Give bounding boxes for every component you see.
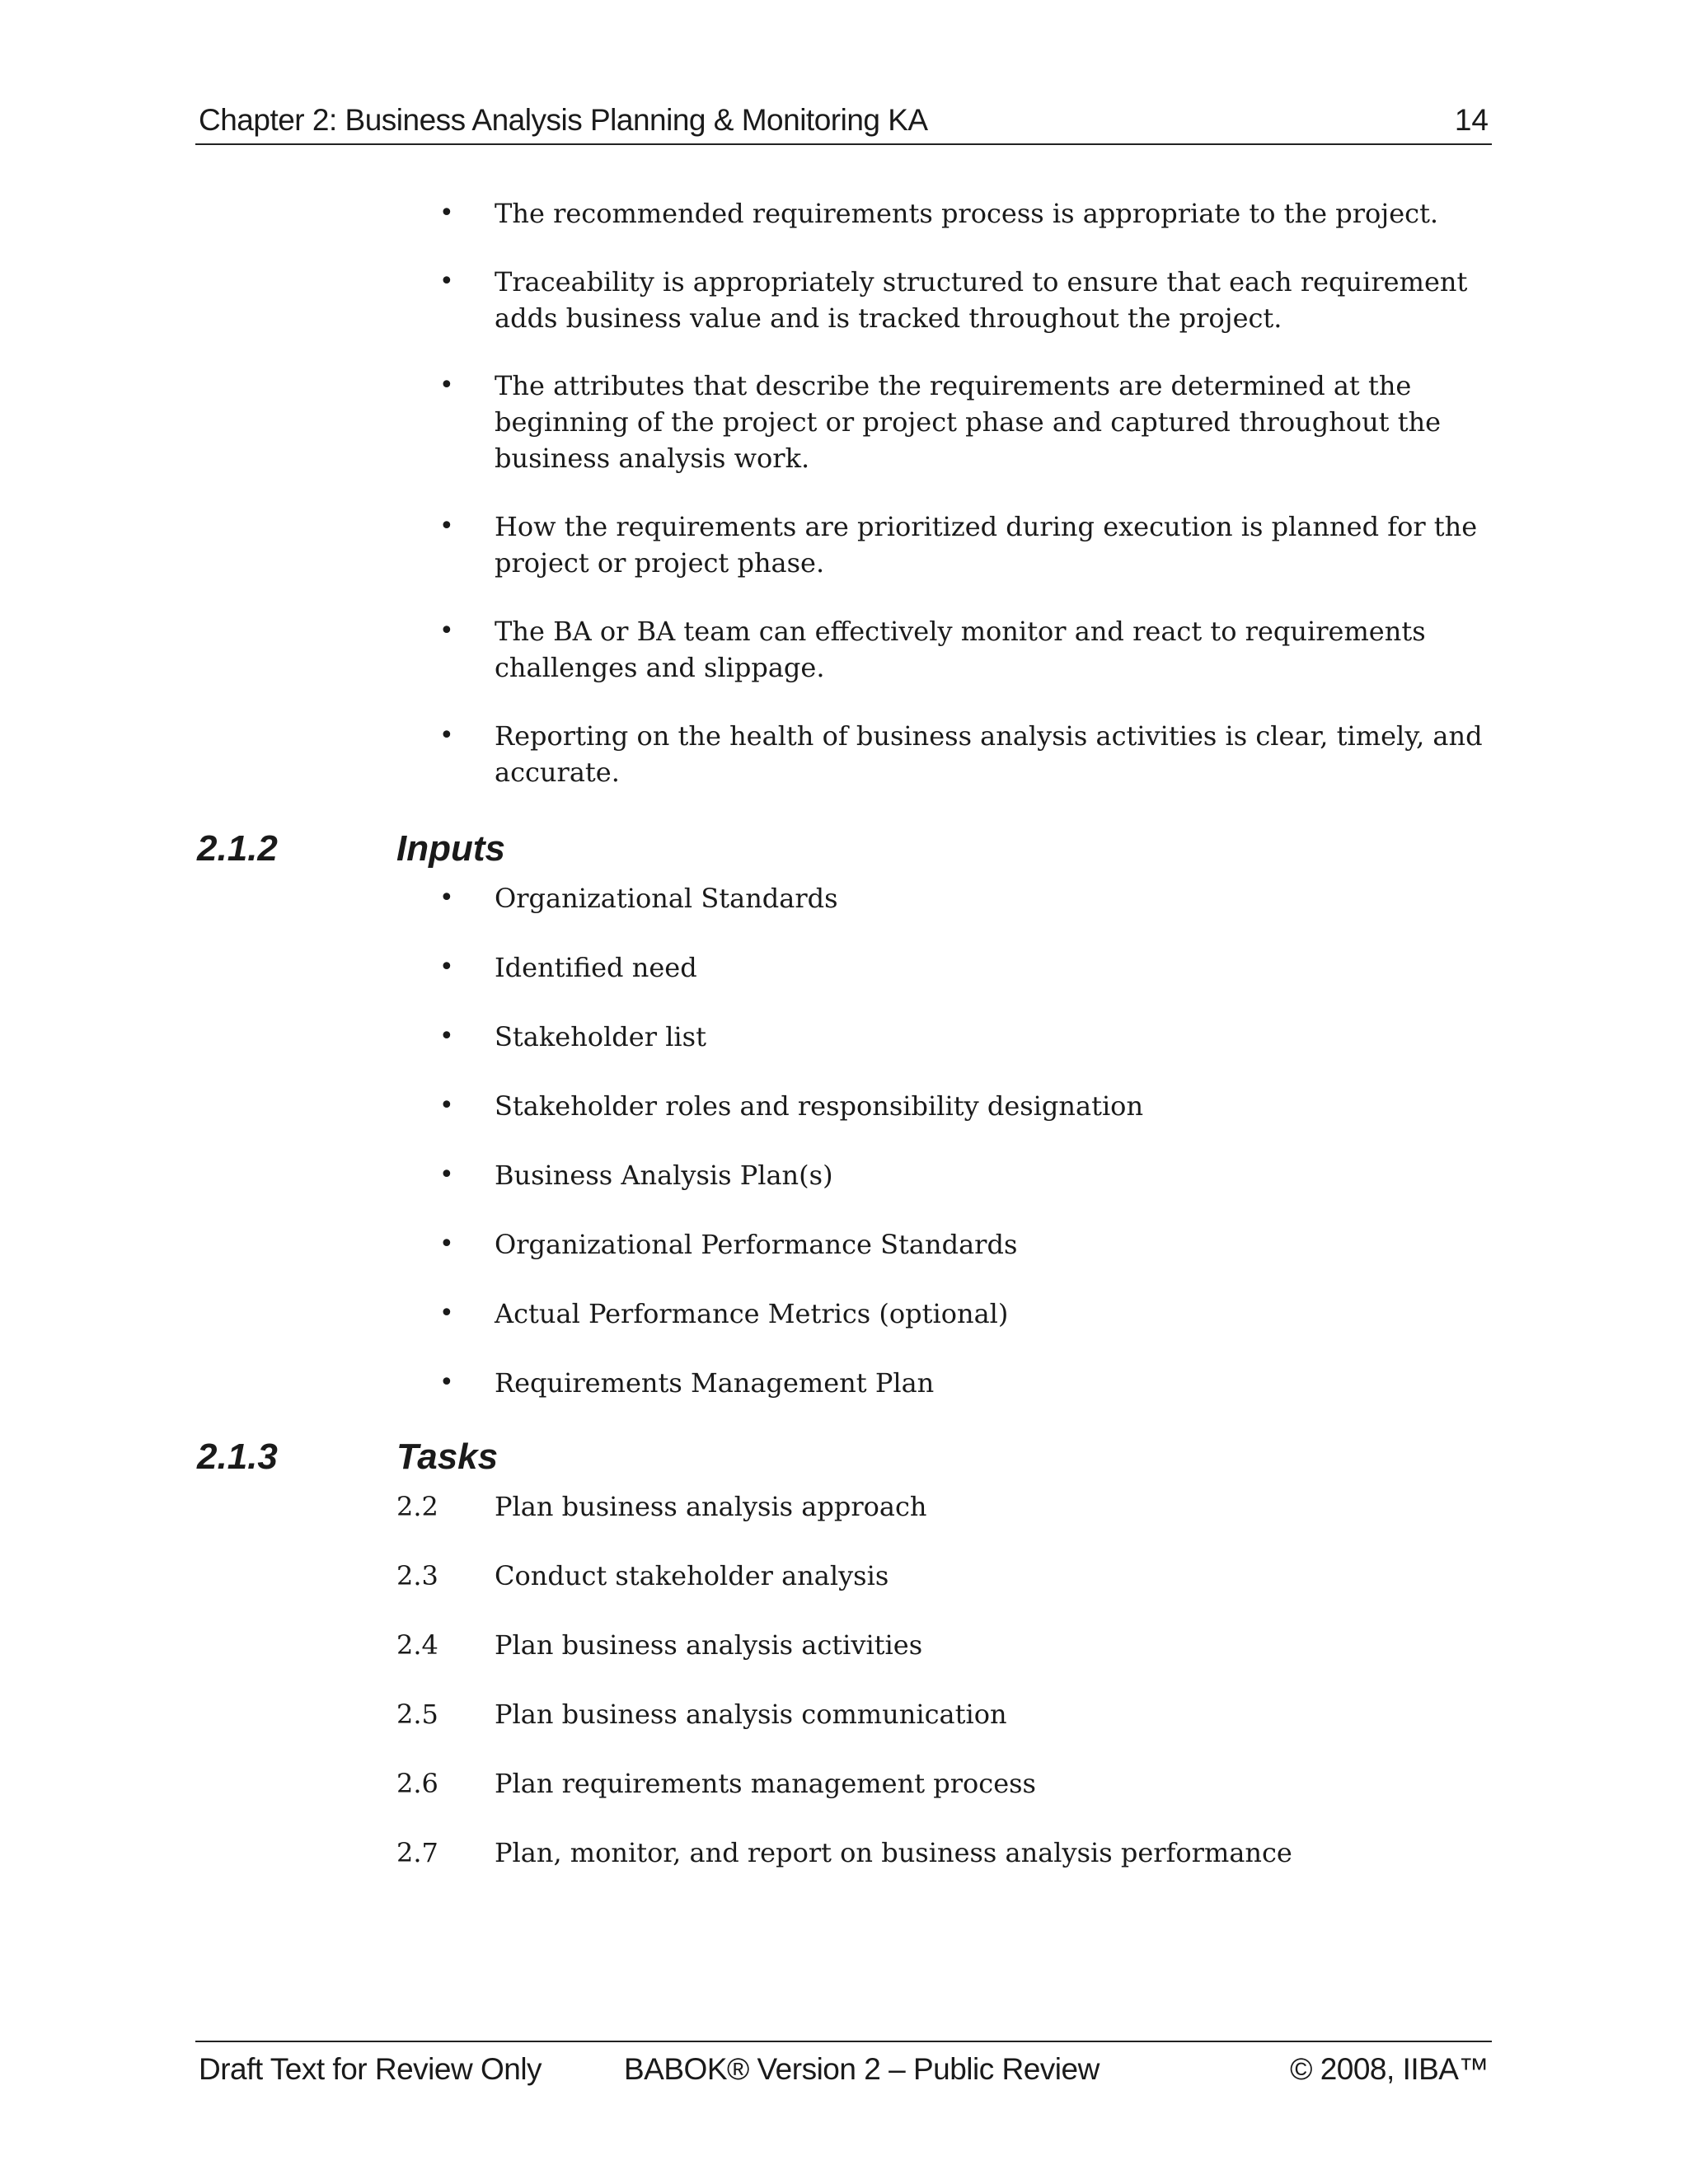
task-row [0, 1696, 1688, 1732]
list-item-text: Traceability is appropriately structured to ensure that each requirement adds business value and is tracked throughout the project. [495, 266, 1468, 334]
list-item-text: Stakeholder list [495, 1021, 706, 1052]
footer-draft-notice: Draft Text for Review Only [199, 2052, 542, 2086]
task-number: 2.3 [396, 1560, 438, 1591]
task-text: Plan business analysis communication [495, 1699, 1007, 1730]
task-text: Conduct stakeholder analysis [495, 1560, 889, 1591]
task-row [0, 1558, 1688, 1594]
task-number: 2.4 [396, 1629, 438, 1661]
bullet-icon: • [439, 1299, 454, 1328]
section-title-tasks: Tasks [396, 1436, 499, 1477]
list-item-text: Reporting on the health of business analysis activities is clear, timely, and accurate. [495, 720, 1483, 788]
bullet-icon: • [439, 1160, 454, 1189]
footer-copyright: © 2008, IIBA™ [1290, 2052, 1489, 2086]
bullet-icon: • [439, 199, 454, 227]
task-text: Plan requirements management process [495, 1768, 1036, 1799]
task-text: Plan business analysis approach [495, 1491, 927, 1522]
task-text: Plan, monitor, and report on business analysis performance [495, 1837, 1292, 1868]
bullet-icon: • [439, 1022, 454, 1051]
task-row [0, 1488, 1688, 1525]
bullet-icon: • [439, 883, 454, 912]
bullet-icon: • [439, 1091, 454, 1120]
task-text: Plan business analysis activities [495, 1629, 923, 1661]
task-row [0, 1765, 1688, 1802]
bullet-icon: • [439, 512, 454, 541]
bullet-icon: • [439, 371, 454, 400]
task-number: 2.5 [396, 1699, 438, 1730]
section-title-inputs: Inputs [396, 828, 505, 869]
task-row [0, 1627, 1688, 1663]
page-footer [195, 2041, 1492, 2092]
list-item-text: How the requirements are prioritized during execution is planned for the project or project phase. [495, 511, 1478, 579]
bullet-icon: • [439, 1368, 454, 1397]
list-item-text: Requirements Management Plan [495, 1367, 935, 1399]
list-item-text: The BA or BA team can effectively monitor and react to requirements challenges and slippage. [495, 616, 1426, 683]
bullet-icon: • [439, 1230, 454, 1258]
bullet-icon: • [439, 267, 454, 296]
page-number: 14 [1454, 103, 1489, 137]
footer-version: BABOK® Version 2 – Public Review [624, 2052, 1100, 2086]
task-number: 2.6 [396, 1768, 438, 1799]
bullet-icon: • [439, 721, 454, 750]
list-item-text: Actual Performance Metrics (optional) [495, 1298, 1009, 1329]
list-item-text: Identified need [495, 952, 697, 983]
list-item-text: The attributes that describe the requirements are determined at the beginning of the project or project phase and captured throughout the business analysis work. [495, 370, 1442, 474]
section-number-tasks: 2.1.3 [197, 1436, 278, 1477]
chapter-title: Chapter 2: Business Analysis Planning & Monitoring KA [199, 103, 928, 137]
list-item-text: Organizational Performance Standards [495, 1229, 1018, 1260]
list-item-text: Business Analysis Plan(s) [495, 1160, 833, 1191]
task-number: 2.7 [396, 1837, 438, 1868]
section-number-inputs: 2.1.2 [197, 828, 278, 869]
task-row [0, 1835, 1688, 1871]
list-item-text: Organizational Standards [495, 883, 838, 914]
task-number: 2.2 [396, 1491, 438, 1522]
page-header [195, 97, 1492, 145]
list-item-text: The recommended requirements process is appropriate to the project. [495, 198, 1439, 229]
bullet-icon: • [439, 953, 454, 982]
list-item-text: Stakeholder roles and responsibility designation [495, 1090, 1144, 1122]
bullet-icon: • [439, 616, 454, 645]
